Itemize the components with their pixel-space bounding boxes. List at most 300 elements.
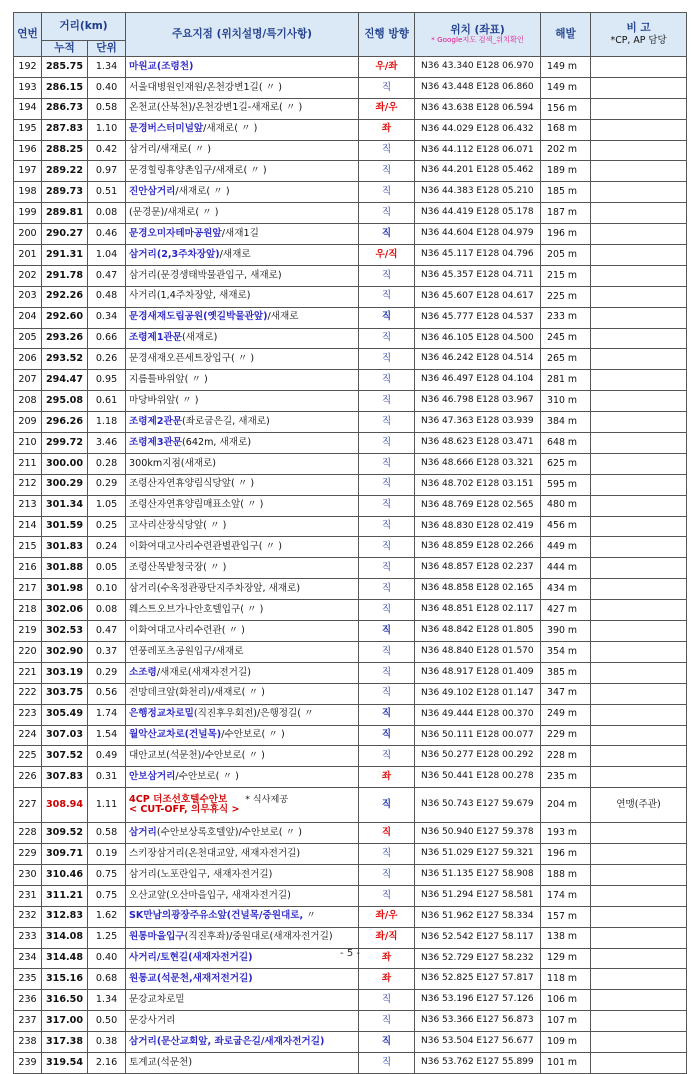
point-highlight: 월악산교차로(건널목) — [129, 729, 222, 741]
row-direction: 직 — [359, 600, 415, 621]
header-altitude: 해발 — [541, 13, 591, 57]
row-no: 211 — [14, 453, 42, 474]
row-unit: 0.50 — [88, 1011, 126, 1032]
row-remarks — [591, 885, 687, 906]
row-no: 222 — [14, 683, 42, 704]
row-unit: 0.38 — [88, 1032, 126, 1053]
row-position: N36 53.504 E127 56.677 — [415, 1032, 541, 1053]
row-cumulative: 310.46 — [42, 864, 88, 885]
row-no: 206 — [14, 349, 42, 370]
table-row — [14, 558, 687, 579]
point-detail: /새재로( 〃 ) — [203, 123, 258, 135]
table-row — [14, 161, 687, 182]
row-no: 215 — [14, 537, 42, 558]
row-unit: 0.34 — [88, 307, 126, 328]
row-no: 214 — [14, 516, 42, 537]
row-no: 224 — [14, 725, 42, 746]
header-direction: 진행 방향 — [359, 13, 415, 57]
table-row — [14, 349, 687, 370]
point-detail: 300km지점(새재로) — [129, 457, 217, 469]
row-altitude: 189 m — [541, 161, 591, 182]
row-remarks: 연맹(주관) — [591, 788, 687, 823]
row-unit: 0.58 — [88, 823, 126, 844]
row-no: 192 — [14, 57, 42, 78]
point-detail: 조령산자연휴양림식당앞( 〃 ) — [129, 478, 255, 490]
row-position: N36 45.607 E128 04.617 — [415, 286, 541, 307]
row-altitude: 480 m — [541, 495, 591, 516]
table-row — [14, 579, 687, 600]
row-point — [126, 245, 359, 266]
row-cumulative: 302.90 — [42, 641, 88, 662]
row-position: N36 47.363 E128 03.939 — [415, 412, 541, 433]
row-unit: 0.29 — [88, 662, 126, 683]
row-unit: 0.40 — [88, 948, 126, 969]
row-altitude: 149 m — [541, 77, 591, 98]
row-position: N36 46.105 E128 04.500 — [415, 328, 541, 349]
row-direction: 직 — [359, 641, 415, 662]
row-point — [126, 516, 359, 537]
row-direction: 직 — [359, 823, 415, 844]
row-direction: 직 — [359, 1032, 415, 1053]
row-no: 225 — [14, 746, 42, 767]
page-number: - 5 - — [340, 948, 360, 959]
row-point — [126, 864, 359, 885]
row-position: N36 50.441 E128 00.278 — [415, 767, 541, 788]
point-highlight: 진안삼거리 — [129, 186, 176, 198]
row-cumulative: 302.53 — [42, 621, 88, 642]
row-direction: 직 — [359, 662, 415, 683]
row-point — [126, 683, 359, 704]
row-point — [126, 182, 359, 203]
point-detail: 마당바위앞( 〃 ) — [129, 394, 199, 406]
row-altitude: 444 m — [541, 558, 591, 579]
table-row — [14, 844, 687, 865]
row-unit: 1.11 — [88, 788, 126, 823]
row-cumulative: 317.38 — [42, 1032, 88, 1053]
row-cumulative: 285.75 — [42, 57, 88, 78]
point-detail: 문강사거리 — [129, 1014, 176, 1026]
row-no: 194 — [14, 98, 42, 119]
row-remarks — [591, 990, 687, 1011]
table-row — [14, 203, 687, 224]
row-direction: 직 — [359, 224, 415, 245]
row-altitude: 215 m — [541, 265, 591, 286]
row-unit: 0.75 — [88, 864, 126, 885]
row-position: N36 51.029 E127 59.321 — [415, 844, 541, 865]
row-altitude: 204 m — [541, 788, 591, 823]
row-point — [126, 495, 359, 516]
row-unit: 0.66 — [88, 328, 126, 349]
row-altitude: 229 m — [541, 725, 591, 746]
table-row — [14, 140, 687, 161]
row-unit: 0.28 — [88, 453, 126, 474]
row-cumulative: 286.15 — [42, 77, 88, 98]
header-point: 주요지점 (위치설명/특기사항) — [126, 13, 359, 57]
row-altitude: 233 m — [541, 307, 591, 328]
row-altitude: 149 m — [541, 57, 591, 78]
row-point — [126, 844, 359, 865]
table-row — [14, 683, 687, 704]
row-position: N36 48.842 E128 01.805 — [415, 621, 541, 642]
table-row — [14, 182, 687, 203]
row-position: N36 50.743 E127 59.679 — [415, 788, 541, 823]
row-altitude: 129 m — [541, 948, 591, 969]
row-remarks — [591, 182, 687, 203]
table-row — [14, 265, 687, 286]
row-altitude: 205 m — [541, 245, 591, 266]
header-cumulative: 누적 — [42, 41, 88, 57]
row-position: N36 52.729 E127 58.232 — [415, 948, 541, 969]
row-altitude: 101 m — [541, 1052, 591, 1073]
row-remarks — [591, 767, 687, 788]
row-point — [126, 823, 359, 844]
point-detail: 삼거리(노포란입구, 새재자전거길) — [129, 868, 273, 880]
row-no: 232 — [14, 906, 42, 927]
row-position: N36 48.830 E128 02.419 — [415, 516, 541, 537]
row-no: 231 — [14, 885, 42, 906]
header-remarks-sub: *CP, AP 담당 — [610, 34, 667, 46]
row-altitude: 187 m — [541, 203, 591, 224]
point-detail: /수안보로( 〃 ) — [175, 770, 239, 782]
point-detail: 삼거리(문경생태박물관입구, 새재로) — [129, 269, 282, 281]
row-cumulative: 295.08 — [42, 391, 88, 412]
row-position: N36 44.419 E128 05.178 — [415, 203, 541, 224]
point-highlight: 소조령 — [129, 666, 157, 678]
row-unit: 0.49 — [88, 746, 126, 767]
row-position: N36 50.277 E128 00.292 — [415, 746, 541, 767]
row-no: 202 — [14, 265, 42, 286]
row-altitude: 193 m — [541, 823, 591, 844]
row-direction: 좌 — [359, 767, 415, 788]
row-unit: 0.48 — [88, 286, 126, 307]
row-remarks — [591, 77, 687, 98]
table-row — [14, 969, 687, 990]
table-row — [14, 433, 687, 454]
row-no: 217 — [14, 579, 42, 600]
table-row — [14, 885, 687, 906]
row-no: 209 — [14, 412, 42, 433]
row-cumulative: 305.49 — [42, 704, 88, 725]
row-altitude: 157 m — [541, 906, 591, 927]
row-remarks — [591, 621, 687, 642]
row-cumulative: 289.73 — [42, 182, 88, 203]
row-altitude: 347 m — [541, 683, 591, 704]
point-detail: /새재로 — [219, 248, 251, 260]
row-position: N36 43.340 E128 06.970 — [415, 57, 541, 78]
row-remarks — [591, 927, 687, 948]
point-detail: (642m, 새재로) — [182, 436, 252, 448]
row-altitude: 281 m — [541, 370, 591, 391]
row-point — [126, 119, 359, 140]
row-altitude: 202 m — [541, 140, 591, 161]
row-direction: 직 — [359, 474, 415, 495]
point-detail: 온천교(산북천)/온천강변1길-새재로( 〃 ) — [129, 102, 303, 114]
row-position: N36 48.702 E128 03.151 — [415, 474, 541, 495]
row-altitude: 434 m — [541, 579, 591, 600]
row-point — [126, 391, 359, 412]
row-point — [126, 474, 359, 495]
row-remarks — [591, 662, 687, 683]
point-detail: 사거리(1,4주차장앞, 새재로) — [129, 290, 251, 302]
row-cumulative: 289.81 — [42, 203, 88, 224]
point-detail: 오산교앞(오산마을입구, 새재자전거길) — [129, 889, 291, 901]
row-no: 237 — [14, 1011, 42, 1032]
table-row — [14, 474, 687, 495]
table-row — [14, 537, 687, 558]
row-unit: 1.18 — [88, 412, 126, 433]
row-point — [126, 788, 359, 823]
row-altitude: 310 m — [541, 391, 591, 412]
header-position-note: * Google지도 검색_위치확인 — [431, 35, 524, 45]
row-altitude: 648 m — [541, 433, 591, 454]
row-direction: 직 — [359, 537, 415, 558]
row-unit: 1.05 — [88, 495, 126, 516]
row-point — [126, 412, 359, 433]
row-no: 233 — [14, 927, 42, 948]
row-altitude: 265 m — [541, 349, 591, 370]
row-direction: 좌 — [359, 948, 415, 969]
table-row — [14, 767, 687, 788]
row-remarks — [591, 579, 687, 600]
row-unit: 0.56 — [88, 683, 126, 704]
row-position: N36 48.858 E128 02.165 — [415, 579, 541, 600]
row-remarks — [591, 161, 687, 182]
row-altitude: 449 m — [541, 537, 591, 558]
row-direction: 좌/직 — [359, 927, 415, 948]
row-point — [126, 969, 359, 990]
row-altitude: 385 m — [541, 662, 591, 683]
header-remarks-label: 비 고 — [626, 21, 651, 34]
row-altitude: 156 m — [541, 98, 591, 119]
point-detail: 삼거리/새재로( 〃 ) — [129, 144, 212, 156]
row-direction: 직 — [359, 746, 415, 767]
table-row — [14, 57, 687, 78]
row-position: N36 44.383 E128 05.210 — [415, 182, 541, 203]
point-detail: (새재로) — [182, 332, 218, 344]
row-direction: 직 — [359, 265, 415, 286]
point-detail: 대안교보(석문천)/수안보로( 〃 ) — [129, 750, 265, 762]
row-point — [126, 704, 359, 725]
row-remarks — [591, 453, 687, 474]
row-cumulative: 300.00 — [42, 453, 88, 474]
point-detail: (문경문)/새재로( 〃 ) — [129, 206, 219, 218]
row-point — [126, 641, 359, 662]
point-detail: (직진후좌)/중원대로(새재자전거길) — [184, 931, 333, 943]
row-direction: 직 — [359, 1011, 415, 1032]
row-cumulative: 301.88 — [42, 558, 88, 579]
point-detail: 연풍레포츠공원입구/새재로 — [129, 645, 244, 657]
row-point — [126, 662, 359, 683]
row-altitude: 235 m — [541, 767, 591, 788]
table-row — [14, 370, 687, 391]
row-direction: 좌/우 — [359, 98, 415, 119]
row-direction: 직 — [359, 704, 415, 725]
row-unit: 0.95 — [88, 370, 126, 391]
row-remarks — [591, 140, 687, 161]
row-point — [126, 57, 359, 78]
row-position: N36 43.638 E128 06.594 — [415, 98, 541, 119]
row-position: N36 46.242 E128 04.514 — [415, 349, 541, 370]
point-highlight: 문경오미자테마공원앞 — [129, 227, 222, 239]
row-unit: 0.08 — [88, 203, 126, 224]
checkpoint-name: 4CP 더조선호텔수안보 — [129, 793, 228, 805]
point-highlight: 원통교(석문천,새재저전거길) — [129, 973, 253, 985]
table-row — [14, 823, 687, 844]
row-remarks — [591, 558, 687, 579]
row-point — [126, 767, 359, 788]
row-direction: 직 — [359, 683, 415, 704]
row-position: N36 43.448 E128 06.860 — [415, 77, 541, 98]
row-direction: 직 — [359, 391, 415, 412]
row-unit: 3.46 — [88, 433, 126, 454]
row-unit: 0.47 — [88, 265, 126, 286]
row-remarks — [591, 864, 687, 885]
row-remarks — [591, 969, 687, 990]
row-point — [126, 286, 359, 307]
row-unit: 1.04 — [88, 245, 126, 266]
table-row — [14, 662, 687, 683]
point-detail: 전망데크앞(화천리)/새재로( 〃 ) — [129, 687, 265, 699]
point-highlight: 문경새재도립공원(옛길박물관앞) — [129, 311, 268, 323]
row-cumulative: 289.22 — [42, 161, 88, 182]
point-detail: 문강교차로밑 — [129, 993, 185, 1005]
row-unit: 0.37 — [88, 641, 126, 662]
row-direction: 직 — [359, 77, 415, 98]
row-unit: 1.10 — [88, 119, 126, 140]
table-header-row — [14, 13, 687, 41]
table-body — [14, 57, 687, 1074]
row-point — [126, 328, 359, 349]
row-position: N36 44.201 E128 05.462 — [415, 161, 541, 182]
row-remarks — [591, 286, 687, 307]
row-point — [126, 537, 359, 558]
table-row — [14, 1032, 687, 1053]
header-distance: 거리(km) — [42, 13, 126, 41]
row-cumulative: 300.29 — [42, 474, 88, 495]
row-position: N36 53.762 E127 55.899 — [415, 1052, 541, 1073]
row-cumulative: 307.83 — [42, 767, 88, 788]
row-remarks — [591, 57, 687, 78]
row-point — [126, 433, 359, 454]
point-detail: /새재1길 — [221, 227, 259, 239]
row-cumulative: 287.83 — [42, 119, 88, 140]
row-unit: 0.51 — [88, 182, 126, 203]
table-row — [14, 307, 687, 328]
point-detail: 스키장삼거리(온천대교앞, 새재자전거길) — [129, 847, 301, 859]
row-remarks — [591, 370, 687, 391]
header-unit: 단위 — [88, 41, 126, 57]
row-direction: 우/직 — [359, 245, 415, 266]
row-remarks — [591, 1032, 687, 1053]
table-row — [14, 286, 687, 307]
row-unit: 0.29 — [88, 474, 126, 495]
row-altitude: 138 m — [541, 927, 591, 948]
table-row — [14, 391, 687, 412]
row-unit: 0.46 — [88, 224, 126, 245]
row-unit: 0.10 — [88, 579, 126, 600]
row-no: 236 — [14, 990, 42, 1011]
row-altitude: 427 m — [541, 600, 591, 621]
row-direction: 직 — [359, 516, 415, 537]
row-unit: 0.08 — [88, 600, 126, 621]
row-altitude: 390 m — [541, 621, 591, 642]
row-unit: 1.25 — [88, 927, 126, 948]
row-no: 201 — [14, 245, 42, 266]
row-remarks — [591, 119, 687, 140]
row-remarks — [591, 98, 687, 119]
row-position: N36 50.940 E127 59.378 — [415, 823, 541, 844]
table-row — [14, 990, 687, 1011]
row-no: 220 — [14, 641, 42, 662]
table-row — [14, 516, 687, 537]
row-point — [126, 558, 359, 579]
point-detail: (수안보상록호텔앞)/수안보로( 〃 ) — [156, 826, 302, 838]
row-unit: 1.34 — [88, 57, 126, 78]
row-remarks — [591, 641, 687, 662]
point-detail: (직진후우회전)/은행정길( 〃 — [193, 708, 314, 720]
row-remarks — [591, 725, 687, 746]
point-highlight: 문경버스터미널앞 — [129, 123, 204, 135]
row-no: 212 — [14, 474, 42, 495]
row-unit: 1.62 — [88, 906, 126, 927]
table-row — [14, 1011, 687, 1032]
row-point — [126, 203, 359, 224]
row-position: N36 53.196 E127 57.126 — [415, 990, 541, 1011]
table-row — [14, 641, 687, 662]
row-direction: 직 — [359, 286, 415, 307]
row-no: 200 — [14, 224, 42, 245]
row-point — [126, 906, 359, 927]
point-highlight: 원통마을입구 — [129, 931, 185, 943]
row-no: 213 — [14, 495, 42, 516]
row-cumulative: 299.72 — [42, 433, 88, 454]
row-no: 221 — [14, 662, 42, 683]
table-row — [14, 77, 687, 98]
row-point — [126, 621, 359, 642]
row-point — [126, 349, 359, 370]
row-remarks — [591, 495, 687, 516]
row-altitude: 225 m — [541, 286, 591, 307]
row-position: N36 52.542 E127 58.117 — [415, 927, 541, 948]
row-direction: 직 — [359, 349, 415, 370]
row-no: 197 — [14, 161, 42, 182]
row-cumulative: 303.19 — [42, 662, 88, 683]
row-altitude: 354 m — [541, 641, 591, 662]
row-no: 204 — [14, 307, 42, 328]
row-position: N36 44.604 E128 04.979 — [415, 224, 541, 245]
table-row — [14, 704, 687, 725]
row-altitude: 118 m — [541, 969, 591, 990]
row-remarks — [591, 412, 687, 433]
point-detail: 삼거리(수옥정관광단지주차장앞, 새재로) — [129, 582, 301, 594]
row-unit: 1.34 — [88, 990, 126, 1011]
row-no: 203 — [14, 286, 42, 307]
point-highlight: SK만남의광장주유소앞(건널목/중원대로, — [129, 910, 304, 922]
row-position: N36 48.623 E128 03.471 — [415, 433, 541, 454]
row-unit: 0.24 — [88, 537, 126, 558]
row-no: 216 — [14, 558, 42, 579]
row-altitude: 595 m — [541, 474, 591, 495]
table-row — [14, 495, 687, 516]
row-no: 198 — [14, 182, 42, 203]
row-position: N36 44.112 E128 06.071 — [415, 140, 541, 161]
row-remarks — [591, 683, 687, 704]
row-altitude: 174 m — [541, 885, 591, 906]
row-direction: 좌 — [359, 969, 415, 990]
table-row — [14, 600, 687, 621]
point-detail: 조령산자연휴양림매표소앞( 〃 ) — [129, 499, 264, 511]
row-position: N36 49.444 E128 00.370 — [415, 704, 541, 725]
